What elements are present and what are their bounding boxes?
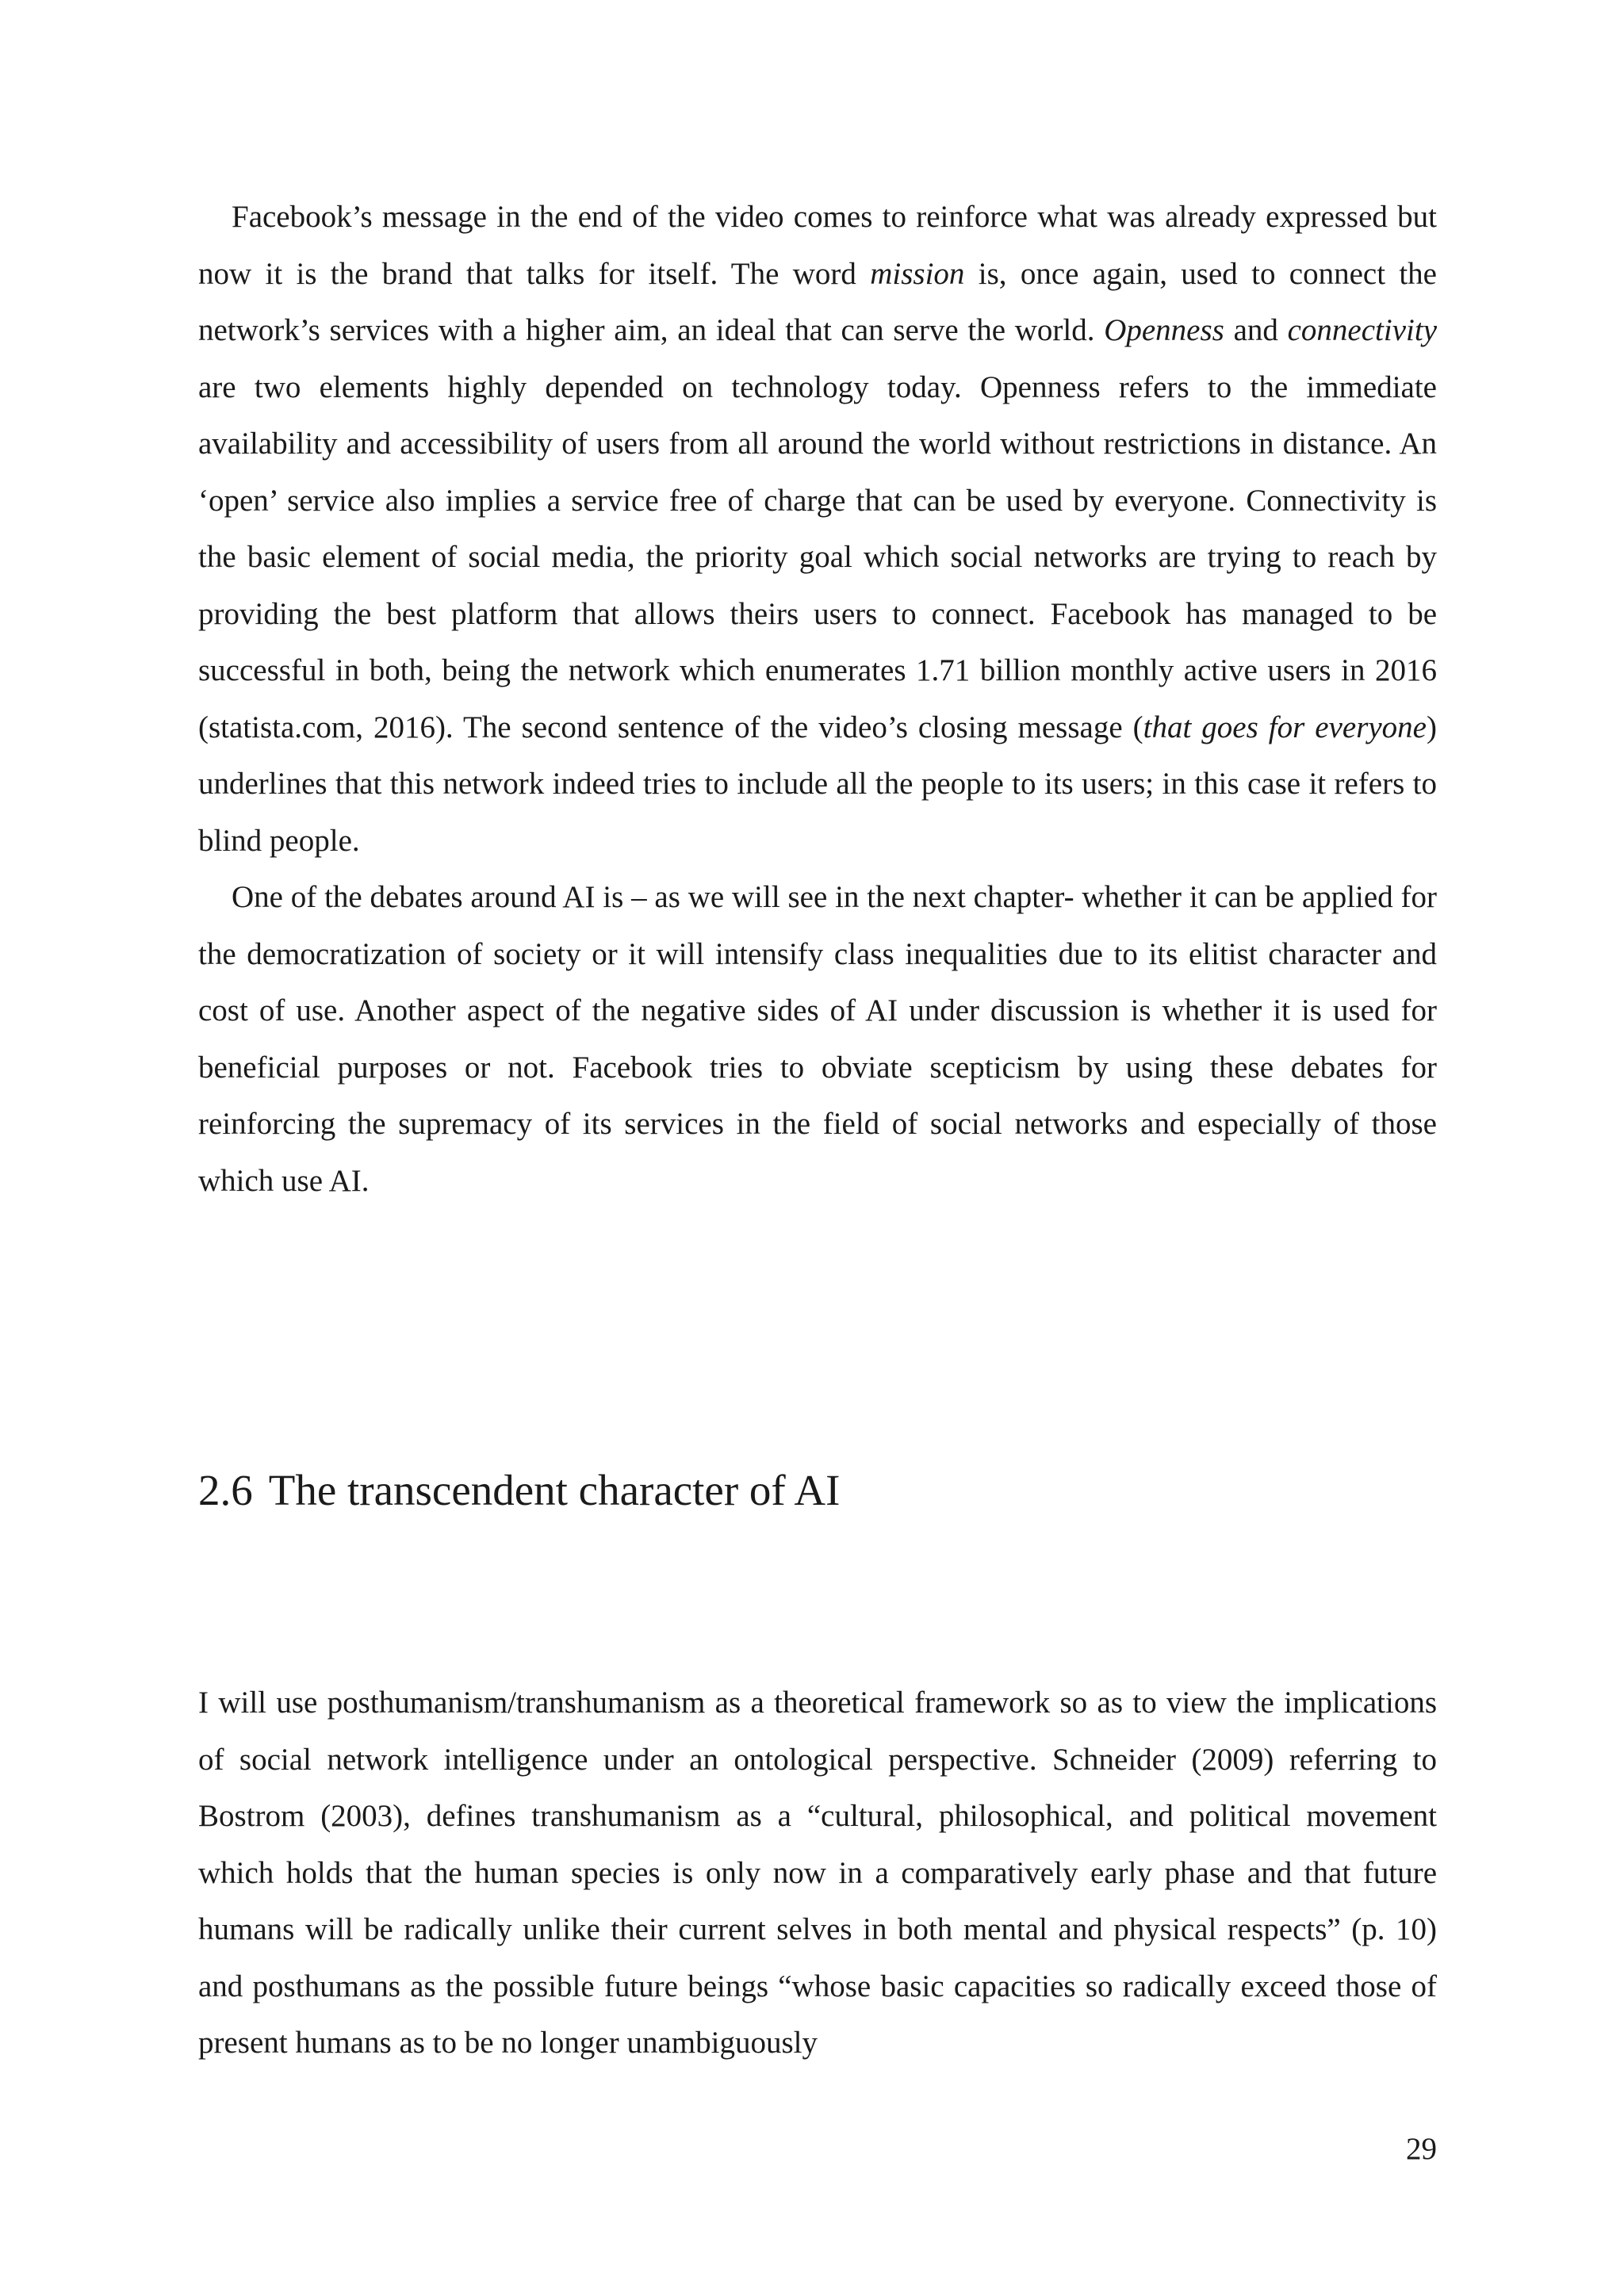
- section-heading: [198, 1463, 840, 1518]
- section-number: 2.6: [198, 1466, 253, 1514]
- paragraph-text: are two elements highly depended on technology today. Openness refers to the immediate availability and accessibility of users from all around the world without restrictions in distance. An ‘open’ service also implies a service free of charge that can be used by everyone. Connectivity is the basic element of social media, the priority goal which social networks are trying to reach by providing the best platform that allows theirs users to connect. Facebook has managed to be successful in both, being the network which enumerates 1.71 billion monthly active users in 2016 (statista.com, 2016). The second sentence of the video’s closing message (: [198, 369, 1437, 744]
- section-body-upper: [198, 189, 1437, 1209]
- paragraph-text: and: [1224, 313, 1288, 347]
- paragraph-posthumanism: I will use posthumanism/transhumanism as a theoretical framework so as to view the implications of social network intelligence under an ontological perspective. Schneider (2009) referring to Bostrom (2003), defines transhumanism as a “cultural, philosophical, and political movement which holds that the human species is only now in a comparatively early phase and that future humans will be radically unlike their current selves in both mental and physical respects” (p. 10) and posthumans as the possible future beings “whose basic capacities so radically exceed those of present humans as to be no longer unambiguously: [198, 1686, 1437, 2060]
- paragraph-text: is, once again, used to connect the network’s services with a higher aim, an ideal that can serve the world.: [198, 256, 1437, 347]
- italic-term-mission: mission: [870, 256, 965, 291]
- paragraph-facebook-message: [198, 189, 1437, 869]
- italic-term-connectivity: connectivity: [1287, 313, 1438, 347]
- section-title: The transcendent character of AI: [268, 1466, 841, 1514]
- italic-term-openness: Openness: [1104, 313, 1224, 347]
- paragraph-text: ) underlines that this network indeed tries to include all the people to its users; in this case it refers to blind people.: [198, 710, 1437, 858]
- paragraph-ai-debates: One of the debates around AI is – as we will see in the next chapter- whether it can be applied for the democratization of society or it will intensify class inequalities due to its elitist character and cost of use. Another aspect of the negative sides of AI under discussion is whether it is used for beneficial purposes or not. Facebook tries to obviate scepticism by using these debates for reinforcing the supremacy of its services in the field of social networks and especially of those which use AI.: [198, 880, 1437, 1198]
- italic-quote-closing-message: that goes for everyone: [1143, 710, 1427, 744]
- paragraph-text: Facebook’s message in the end of the video comes to reinforce what was already expressed but now it is the brand that talks for itself. The word: [198, 200, 1437, 291]
- page-number: 29: [1406, 2132, 1437, 2166]
- section-body-lower: [198, 1674, 1437, 2072]
